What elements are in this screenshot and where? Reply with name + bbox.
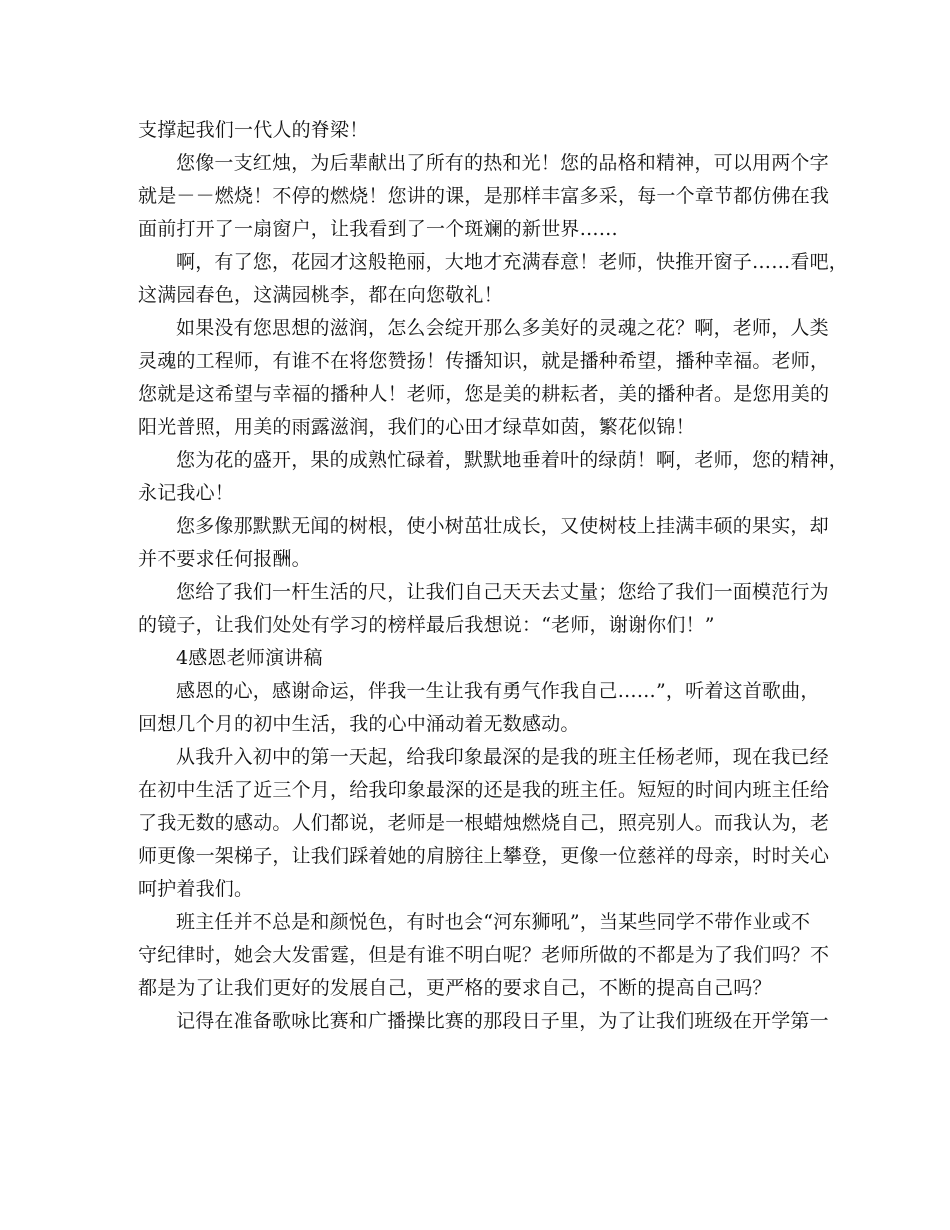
text-line: 就是－－燃烧！不停的燃烧！您讲的课，是那样丰富多采，每一个章节都仿佛在我 <box>138 185 830 207</box>
text-line: 记得在准备歌咏比赛和广播操比赛的那段日子里，为了让我们班级在开学第一 <box>176 1010 829 1032</box>
text-line: 呵护着我们。 <box>138 878 254 900</box>
text-line: 的镜子，让我们处处有学习的榜样最后我想说：“老师，谢谢你们！” <box>138 614 715 636</box>
text-line: 如果没有您思想的滋润，怎么会绽开那么多美好的灵魂之花？啊，老师，人类 <box>176 317 829 339</box>
text-line: 并不要求任何报酬。 <box>138 548 311 570</box>
text-line: 这满园春色，这满园桃李，都在向您敬礼！ <box>138 284 503 306</box>
document-body-text <box>138 114 849 1038</box>
text-line: 您就是这希望与幸福的播种人！老师，您是美的耕耘者，美的播种者。是您用美的 <box>138 383 830 405</box>
text-line: 您给了我们一杆生活的尺，让我们自己天天去丈量；您给了我们一面模范行为 <box>176 581 829 603</box>
text-line: 了我无数的感动。人们都说，老师是一根蜡烛燃烧自己，照亮别人。而我认为，老 <box>138 812 830 834</box>
text-line: 从我升入初中的第一天起，给我印象最深的是我的班主任杨老师，现在我已经 <box>176 746 829 768</box>
text-line: 班主任并不总是和颜悦色，有时也会“河东狮吼”，当某些同学不带作业或不 <box>176 911 811 933</box>
text-line: 守纪律时，她会大发雷霆，但是有谁不明白呢？老师所做的不都是为了我们吗？不 <box>138 944 830 966</box>
text-line: 回想几个月的初中生活，我的心中涌动着无数感动。 <box>138 713 580 735</box>
text-line: 感恩的心，感谢命运，伴我一生让我有勇气作我自己……”，听着这首歌曲， <box>176 680 820 702</box>
text-line: 师更像一架梯子，让我们踩着她的肩膀往上攀登，更像一位慈祥的母亲，时时关心 <box>138 845 830 867</box>
text-line: 面前打开了一扇窗户，让我看到了一个斑斓的新世界…… <box>138 218 619 240</box>
text-line: 灵魂的工程师，有谁不在将您赞扬！传播知识，就是播种希望，播种幸福。老师， <box>138 350 830 372</box>
text-line: 啊，有了您，花园才这般艳丽，大地才充满春意！老师，快推开窗子……看吧， <box>176 251 849 273</box>
text-line: 在初中生活了近三个月，给我印象最深的还是我的班主任。短短的时间内班主任给 <box>138 779 830 801</box>
text-line: 4感恩老师演讲稿 <box>176 647 323 669</box>
text-line: 阳光普照，用美的雨露滋润，我们的心田才绿草如茵，繁花似锦！ <box>138 416 695 438</box>
text-line: 您多像那默默无闻的树根，使小树茁壮成长，又使树枝上挂满丰硕的果实，却 <box>176 515 829 537</box>
text-line: 您为花的盛开，果的成熟忙碌着，默默地垂着叶的绿荫！啊，老师，您的精神， <box>176 449 849 471</box>
text-line: 支撑起我们一代人的脊梁！ <box>138 119 369 141</box>
text-line: 您像一支红烛，为后辈献出了所有的热和光！您的品格和精神，可以用两个字 <box>176 152 829 174</box>
text-line: 都是为了让我们更好的发展自己，更严格的要求自己，不断的提高自己吗？ <box>138 977 772 999</box>
text-line: 永记我心！ <box>138 482 235 504</box>
